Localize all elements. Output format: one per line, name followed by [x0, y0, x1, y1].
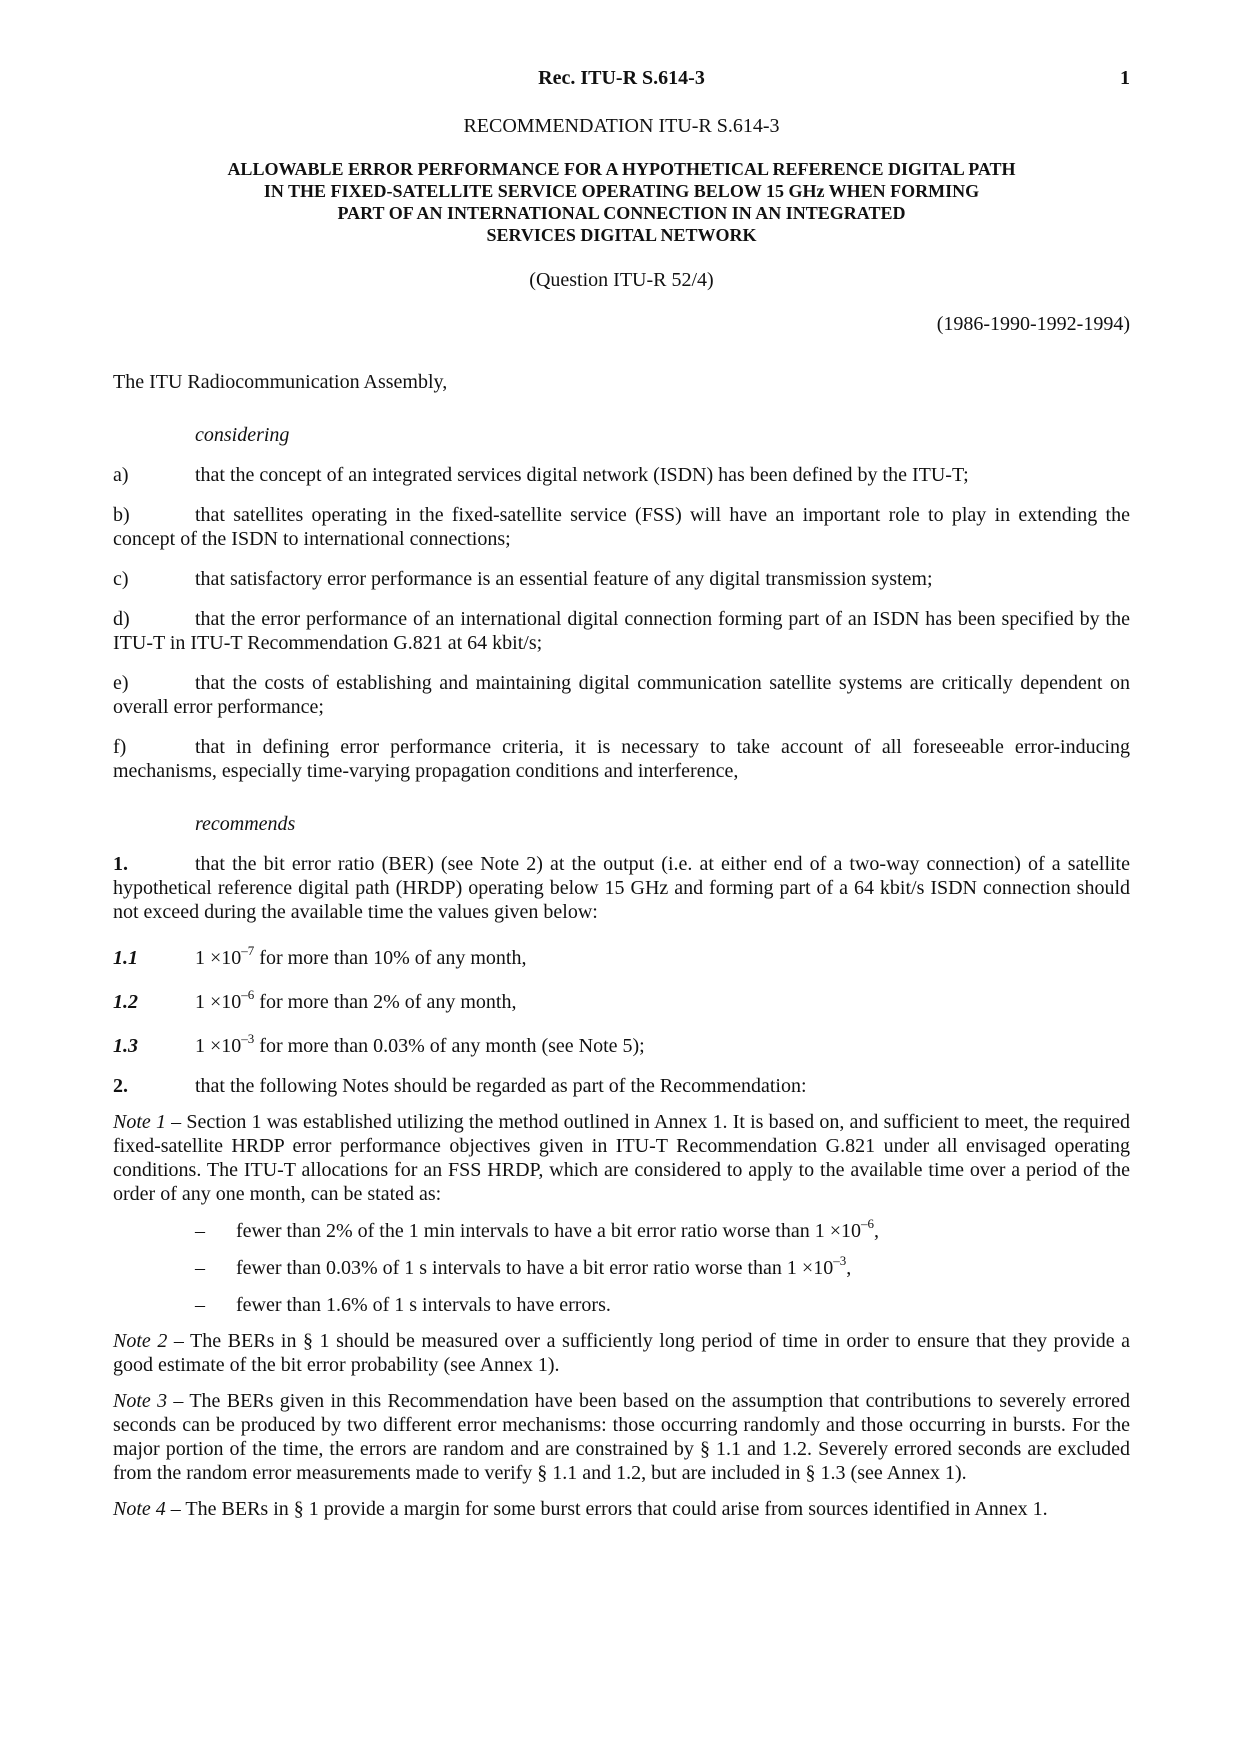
subitem-label: 1.2: [113, 991, 138, 1013]
note-label: Note 1: [113, 1111, 166, 1133]
title-line: IN THE FIXED-SATELLITE SERVICE OPERATING BELOW 15 GHz WHEN FORMING: [263, 181, 980, 201]
note-1: [113, 1110, 1130, 1206]
considering-item: [113, 671, 1130, 719]
item-label: e): [113, 672, 129, 694]
note-label: Note 4: [113, 1498, 166, 1520]
considering-item: [113, 735, 1130, 783]
title-line: SERVICES DIGITAL NETWORK: [486, 225, 757, 245]
subitem-base: 1 ×10: [195, 991, 242, 1013]
subitem-base: 1 ×10: [195, 947, 242, 969]
considering-item: [113, 567, 1130, 591]
note-text: – Section 1 was established utilizing the method outlined in Annex 1. It is based on, and sufficient to meet, the required fixed-satellite HRDP error performance objectives given in ITU-T Recommendation G.821 under all envisaged operating conditions. The ITU-T allocations for an FSS HRDP, which are considered to apply to the available time over a period of the order of any one month, can be stated as:: [113, 1111, 1130, 1205]
item-label: a): [113, 464, 129, 486]
item-label: b): [113, 504, 130, 526]
recommendation-number: RECOMMENDATION ITU-R S.614-3: [463, 115, 780, 137]
item-label: c): [113, 568, 129, 590]
subitem-exponent: –7: [241, 943, 255, 959]
recommends-subitem: [113, 1031, 1130, 1058]
note-bullet: [113, 1253, 1130, 1280]
note-3: [113, 1389, 1130, 1485]
bullet-text-end: ,: [873, 1220, 879, 1242]
subitem-exponent: –6: [241, 987, 255, 1003]
considering-item: [113, 503, 1130, 551]
item-text: that satellites operating in the fixed-satellite service (FSS) will have an important role to play in extending the concept of the ISDN to international connections;: [113, 504, 1130, 550]
bullet-text-end: ,: [846, 1257, 852, 1279]
note-2: [113, 1329, 1130, 1377]
item-text: that in defining error performance criteria, it is necessary to take account of all foreseeable error-inducing mechanisms, especially time-varying propagation conditions and interference,: [113, 736, 1130, 782]
item-label: 1.: [113, 853, 128, 875]
item-text: that the error performance of an international digital connection forming part of an ISDN has been specified by the ITU-T in ITU-T Recommendation G.821 at 64 kbit/s;: [113, 608, 1130, 654]
revision-dates: (1986-1990-1992-1994): [936, 313, 1130, 335]
note-text: – The BERs in § 1 should be measured over a sufficiently long period of time in order to ensure that they provide a good estimate of the bit error probability (see Annex 1).: [113, 1330, 1131, 1376]
note-text: – The BERs in § 1 provide a margin for some burst errors that could arise from sources identified in Annex 1.: [165, 1498, 1048, 1520]
assembly-statement: The ITU Radiocommunication Assembly,: [113, 371, 448, 393]
subitem-label: 1.1: [113, 947, 138, 969]
item-label: d): [113, 608, 130, 630]
subitem-label: 1.3: [113, 1035, 138, 1057]
item-text: that satisfactory error performance is an essential feature of any digital transmission system;: [195, 568, 933, 590]
running-header-title: Rec. ITU-R S.614-3: [538, 67, 705, 89]
bullet-text: fewer than 2% of the 1 min intervals to have a bit error ratio worse than 1 ×10: [236, 1220, 861, 1242]
item-text: that the concept of an integrated services digital network (ISDN) has been defined by the ITU-T;: [195, 464, 969, 486]
bullet-text: fewer than 0.03% of 1 s intervals to have a bit error ratio worse than 1 ×10: [236, 1257, 834, 1279]
page-number: 1: [1120, 67, 1130, 89]
item-label: f): [113, 736, 127, 758]
title-line: ALLOWABLE ERROR PERFORMANCE FOR A HYPOTHETICAL REFERENCE DIGITAL PATH: [227, 159, 1016, 179]
dash-marker: –: [195, 1220, 205, 1242]
dash-marker: –: [195, 1257, 205, 1279]
considering-heading: considering: [195, 424, 290, 446]
bullet-exponent: –3: [833, 1253, 847, 1269]
note-text: – The BERs given in this Recommendation have been based on the assumption that contributions to severely errored seconds can be produced by two different error mechanisms: those occurring randomly and those occurring in bursts. For the major portion of the time, the errors are random and are constrained by § 1.1 and 1.2. Severely errored seconds are excluded from the random error measurements made to verify § 1.1 and 1.2, but are included in § 1.3 (see Annex 1).: [113, 1390, 1130, 1484]
item-text: that the bit error ratio (BER) (see Note 2) at the output (i.e. at either end of a two-way connection) of a satellite hypothetical reference digital path (HRDP) operating below 15 GHz and forming part of a 64 kbit/s ISDN connection should not exceed during the available time the values given below:: [113, 853, 1130, 923]
dash-marker: –: [195, 1294, 205, 1316]
recommends-subitem: [113, 943, 1130, 970]
bullet-exponent: –6: [860, 1216, 874, 1232]
considering-item: [113, 463, 1130, 487]
note-label: Note 3: [113, 1390, 168, 1412]
subitem-exponent: –3: [241, 1031, 255, 1047]
note-4: [113, 1497, 1130, 1521]
note-bullet: [113, 1293, 1130, 1317]
item-label: 2.: [113, 1075, 128, 1097]
running-header: [113, 66, 1130, 90]
considering-item: [113, 607, 1130, 655]
recommends-item: [113, 852, 1130, 924]
recommends-item: [113, 1074, 1130, 1098]
title-line: PART OF AN INTERNATIONAL CONNECTION IN AN INTEGRATED: [337, 203, 906, 223]
document-title: [113, 158, 1130, 246]
item-text: that the costs of establishing and maintaining digital communication satellite systems are critically dependent on overall error performance;: [113, 672, 1130, 718]
subitem-base: 1 ×10: [195, 1035, 242, 1057]
recommends-heading: recommends: [195, 813, 296, 835]
subitem-text: for more than 0.03% of any month (see Note 5);: [254, 1035, 645, 1057]
subitem-text: for more than 2% of any month,: [254, 991, 517, 1013]
note-bullet: [113, 1216, 1130, 1243]
bullet-text: fewer than 1.6% of 1 s intervals to have errors.: [236, 1294, 611, 1316]
recommends-subitem: [113, 987, 1130, 1014]
note-label: Note 2: [113, 1330, 168, 1352]
item-text: that the following Notes should be regarded as part of the Recommendation:: [195, 1075, 807, 1097]
subitem-text: for more than 10% of any month,: [254, 947, 527, 969]
question-reference: (Question ITU-R 52/4): [529, 269, 714, 291]
